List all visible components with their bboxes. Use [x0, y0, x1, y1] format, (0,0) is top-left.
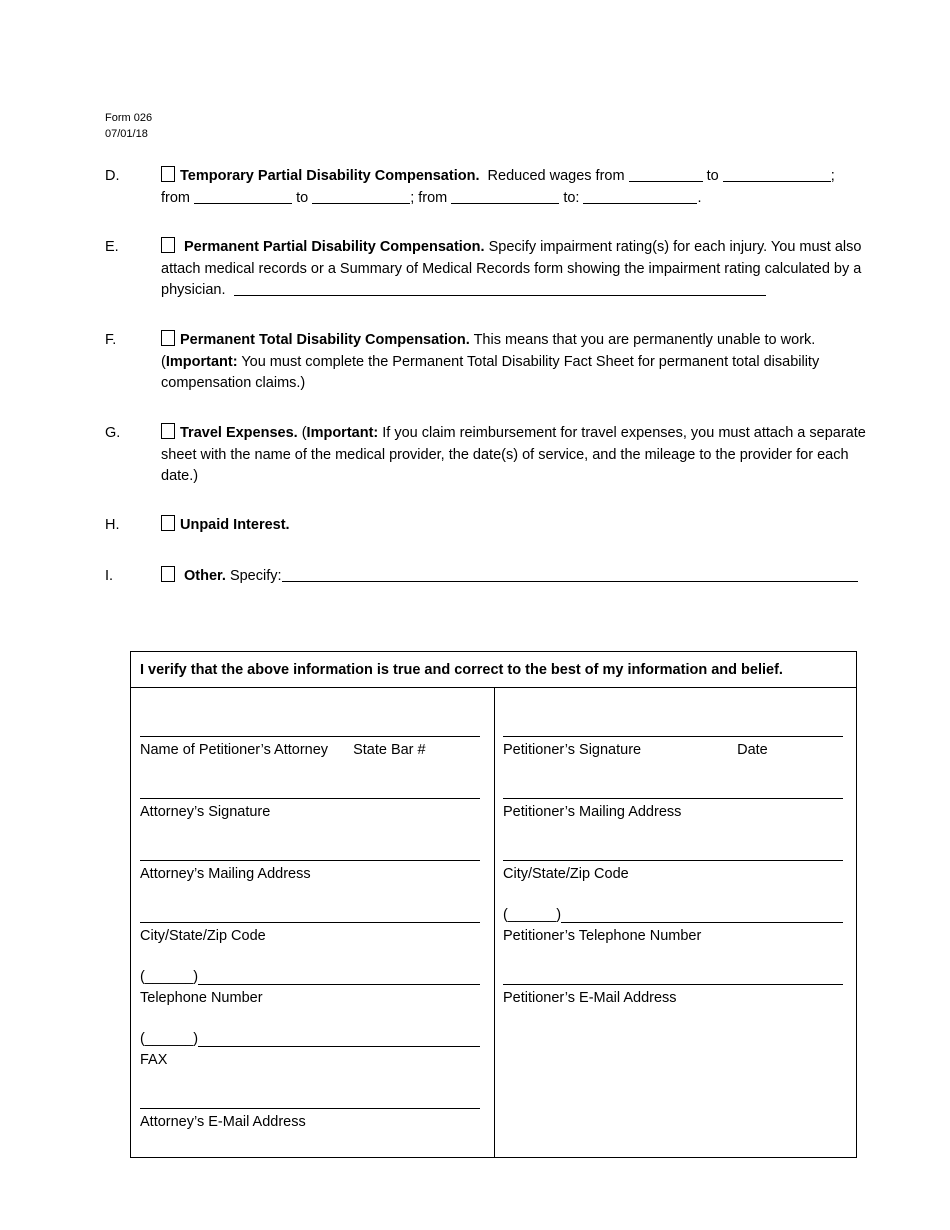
- item-title: Travel Expenses.: [180, 425, 298, 441]
- attorney-address-label: Attorney’s Mailing Address: [140, 866, 311, 882]
- attorney-phone-field[interactable]: [140, 968, 480, 1007]
- petitioner-city-field[interactable]: [503, 860, 843, 883]
- phone-prefix: (______): [140, 969, 199, 985]
- item-letter: I.: [105, 568, 114, 584]
- date-field[interactable]: [312, 189, 410, 204]
- form-date: 07/01/18: [105, 128, 148, 140]
- date-label: Date: [737, 742, 768, 758]
- attorney-name-field[interactable]: [140, 736, 480, 759]
- petitioner-city-label: City/State/Zip Code: [503, 866, 629, 882]
- attorney-signature-field[interactable]: [140, 798, 480, 821]
- item-text: Specify impairment rating(s) for each injury. You must also attach medical records or a Summary of Medical Records form showing the impairment rating calculated by a physician.: [161, 239, 862, 298]
- petitioner-address-label: Petitioner’s Mailing Address: [503, 804, 682, 820]
- attorney-fax-label: FAX: [140, 1052, 168, 1068]
- attorney-city-label: City/State/Zip Code: [140, 928, 266, 944]
- phone-prefix: (______): [503, 907, 562, 923]
- petitioner-phone-field[interactable]: [503, 906, 843, 945]
- item-title: Temporary Partial Disability Compensation.: [180, 168, 480, 184]
- checkbox-travel-expenses[interactable]: [161, 423, 175, 439]
- date-field[interactable]: [583, 189, 697, 204]
- item-text: from: [418, 189, 448, 206]
- petitioner-signature-label: Petitioner’s Signature: [503, 742, 642, 758]
- item-text: Reduced wages from: [487, 168, 625, 184]
- verification-statement: I verify that the above information is true and correct to the best of my information and belief.: [131, 652, 856, 688]
- date-field[interactable]: [194, 189, 292, 204]
- item-text: to: [296, 189, 309, 206]
- attorney-email-field[interactable]: [140, 1108, 480, 1131]
- impairment-rating-field[interactable]: [234, 281, 766, 296]
- item-text: Specify:: [229, 568, 282, 584]
- date-field[interactable]: [629, 167, 703, 182]
- checkbox-temporary-partial[interactable]: [161, 166, 175, 182]
- checkbox-unpaid-interest[interactable]: [161, 515, 175, 531]
- item-text: to:: [563, 189, 580, 206]
- checkbox-permanent-partial[interactable]: [161, 237, 175, 253]
- form-number: Form 026: [105, 112, 153, 124]
- item-title: Permanent Total Disability Compensation.: [180, 332, 470, 348]
- item-text: from: [161, 189, 190, 206]
- petitioner-signature-field[interactable]: [503, 736, 843, 759]
- column-divider: [494, 688, 495, 1157]
- item-letter: E.: [105, 239, 119, 255]
- checkbox-permanent-total[interactable]: [161, 330, 175, 346]
- item-title: Other.: [184, 568, 226, 584]
- attorney-email-label: Attorney’s E-Mail Address: [140, 1114, 306, 1130]
- item-title: Unpaid Interest.: [180, 517, 290, 533]
- petitioner-email-label: Petitioner’s E-Mail Address: [503, 990, 677, 1006]
- fax-prefix: (______): [140, 1031, 199, 1047]
- item-title: Permanent Partial Disability Compensation.: [184, 239, 485, 255]
- date-field[interactable]: [451, 189, 559, 204]
- date-field[interactable]: [723, 167, 831, 182]
- attorney-fax-field[interactable]: [140, 1030, 480, 1069]
- other-specify-field[interactable]: [282, 567, 858, 582]
- important-text: You must complete the Permanent Total Disability Fact Sheet for permanent total disability compensation claims.): [161, 353, 820, 391]
- petitioner-phone-label: Petitioner’s Telephone Number: [503, 928, 702, 944]
- attorney-city-field[interactable]: [140, 922, 480, 945]
- item-text: to: [706, 168, 719, 184]
- state-bar-label: State Bar #: [353, 742, 426, 758]
- attorney-address-field[interactable]: [140, 860, 480, 883]
- item-letter: F.: [105, 332, 117, 348]
- important-label: Important:: [165, 353, 238, 370]
- verification-box: [130, 651, 857, 1158]
- important-label: Important:: [306, 425, 379, 441]
- checkbox-other[interactable]: [161, 566, 175, 582]
- attorney-name-label: Name of Petitioner’s Attorney: [140, 742, 329, 758]
- petitioner-email-field[interactable]: [503, 984, 843, 1007]
- item-letter: G.: [105, 425, 121, 441]
- petitioner-address-field[interactable]: [503, 798, 843, 821]
- important-text: If you claim reimbursement for travel expenses, you must attach a separate sheet with the name of the medical provider, the date(s) of service, and the mileage to the provider for each date.): [161, 425, 866, 484]
- attorney-signature-label: Attorney’s Signature: [140, 804, 271, 820]
- item-letter: D.: [105, 168, 120, 184]
- item-letter: H.: [105, 517, 120, 533]
- attorney-phone-label: Telephone Number: [140, 990, 263, 1006]
- item-text: This means that you are permanently unable to work.: [473, 332, 816, 348]
